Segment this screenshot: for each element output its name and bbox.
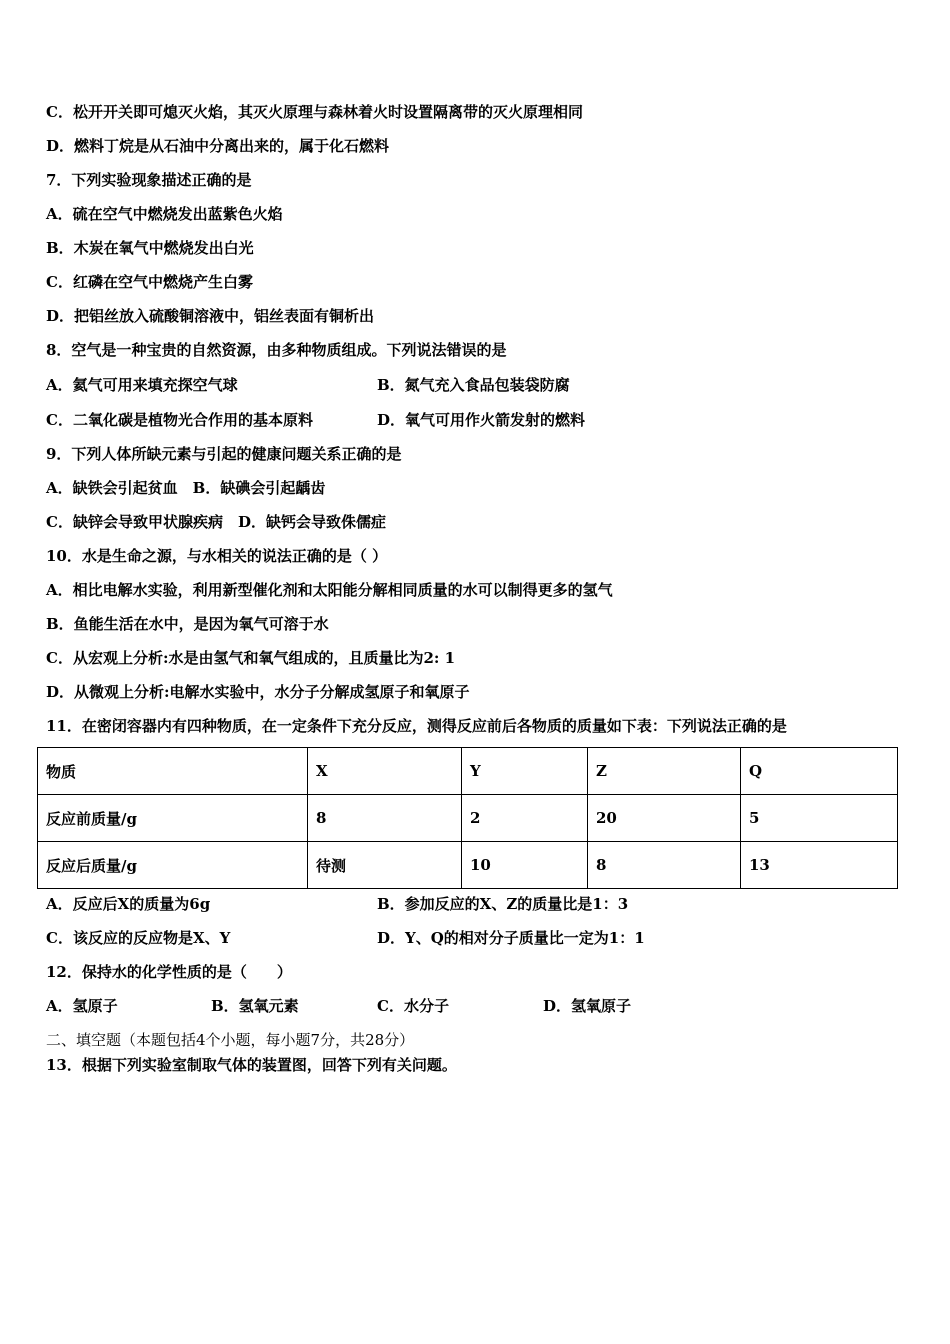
question-12: 12．保持水的化学性质的是（ ）: [46, 963, 292, 981]
option-d: D．Y、Q的相对分子质量比一定为1：1: [377, 929, 645, 947]
option-line: B．鱼能生活在水中，是因为氧气可溶于水: [46, 615, 329, 633]
table-cell: X: [308, 748, 462, 795]
option-line: C．从宏观上分析:水是由氢气和氧气组成的，且质量比为2: 1: [46, 649, 456, 667]
question-7: 7．下列实验现象描述正确的是: [46, 171, 252, 189]
table-cell: 20: [588, 795, 741, 842]
table-cell: 2: [462, 795, 588, 842]
option-a: A．氦气可用来填充探空气球: [46, 376, 238, 394]
option-a: A．氢原子: [46, 997, 118, 1015]
table-cell: 8: [588, 842, 741, 889]
option-row: [46, 996, 632, 1016]
option-row: [46, 410, 586, 430]
option-c: C．二氧化碳是植物光合作用的基本原料: [46, 411, 313, 429]
question-10: 10．水是生命之源，与水相关的说法正确的是（ ）: [46, 547, 388, 565]
table-cell: Q: [741, 748, 898, 795]
option-line: D．把铝丝放入硫酸铜溶液中，铝丝表面有铜析出: [46, 307, 375, 325]
table-cell: Z: [588, 748, 741, 795]
option-a: A．反应后X的质量为6g: [46, 895, 211, 913]
section-heading: 二、填空题（本题包括4个小题，每小题7分，共28分）: [46, 1031, 415, 1049]
option-line: C．松开开关即可熄灭火焰，其灭火原理与森林着火时设置隔离带的灭火原理相同: [46, 103, 583, 121]
question-9: 9．下列人体所缺元素与引起的健康问题关系正确的是: [46, 445, 402, 463]
table-cell: 8: [308, 795, 462, 842]
question-11: 11．在密闭容器内有四种物质，在一定条件下充分反应，测得反应前后各物质的质量如下表：下列说法正确的是: [46, 717, 787, 735]
question-13: 13．根据下列实验室制取气体的装置图，回答下列有关问题。: [46, 1056, 457, 1074]
option-line: A．硫在空气中燃烧发出蓝紫色火焰: [46, 205, 283, 223]
option-line: A．缺铁会引起贫血 B．缺碘会引起龋齿: [46, 479, 326, 497]
option-line: D．从微观上分析:电解水实验中，水分子分解成氢原子和氧原子: [46, 683, 470, 701]
option-row: [46, 928, 645, 948]
option-c: C．该反应的反应物是X、Y: [46, 929, 231, 947]
option-row: [46, 894, 629, 914]
table-cell: Y: [462, 748, 588, 795]
table-cell: 反应前质量/g: [38, 795, 308, 842]
table-cell: 反应后质量/g: [38, 842, 308, 889]
table-cell: 5: [741, 795, 898, 842]
option-b: B．氢氧元素: [211, 997, 299, 1015]
option-line: D．燃料丁烷是从石油中分离出来的，属于化石燃料: [46, 137, 390, 155]
table-cell: 10: [462, 842, 588, 889]
option-line: A．相比电解水实验，利用新型催化剂和太阳能分解相同质量的水可以制得更多的氢气: [46, 581, 613, 599]
option-line: B．木炭在氧气中燃烧发出白光: [46, 239, 254, 257]
option-c: C．水分子: [377, 997, 449, 1015]
mass-table: [37, 747, 898, 889]
table-cell: 物质: [38, 748, 308, 795]
option-line: C．缺锌会导致甲状腺疾病 D．缺钙会导致侏儒症: [46, 513, 386, 531]
table-cell: 13: [741, 842, 898, 889]
question-8: 8．空气是一种宝贵的自然资源，由多种物质组成。下列说法错误的是: [46, 341, 507, 359]
option-line: C．红磷在空气中燃烧产生白雾: [46, 273, 253, 291]
option-b: B．参加反应的X、Z的质量比是1：3: [377, 895, 629, 913]
table-cell: 待测: [308, 842, 462, 889]
table-header-row: [38, 748, 898, 795]
option-d: D．氧气可用作火箭发射的燃料: [377, 411, 586, 429]
option-row: [46, 375, 570, 395]
option-b: B．氮气充入食品包装袋防腐: [377, 376, 570, 394]
table-row: [38, 795, 898, 842]
option-d: D．氢氧原子: [543, 997, 632, 1015]
table-row: [38, 842, 898, 889]
